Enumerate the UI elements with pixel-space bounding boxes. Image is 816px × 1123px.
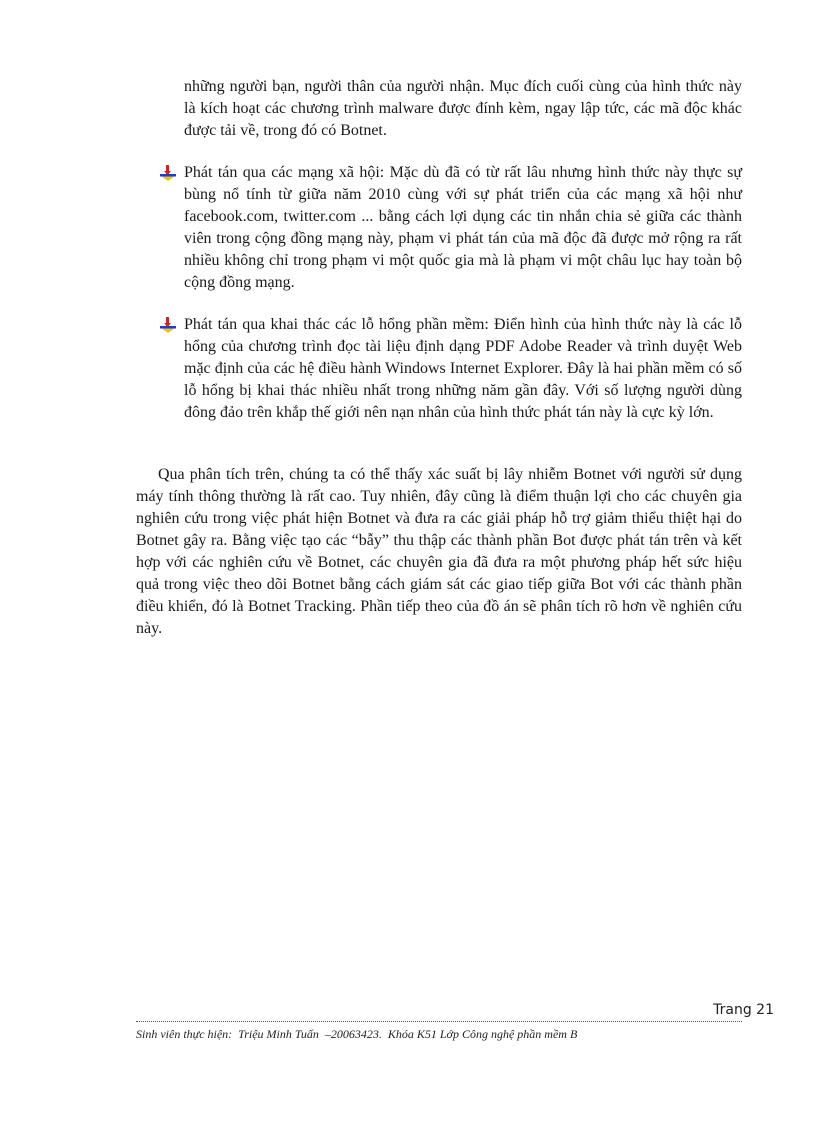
- continuation-paragraph: những người bạn, người thân của người nhận. Mục đích cuối cùng của hình thức này là kích hoạt các chương trình malware được đính kèm, ngay lập tức, các mã độc khác được tải về, trong đó có Botnet.: [184, 78, 742, 139]
- page-number: Trang 21: [713, 1002, 774, 1018]
- arrow-down-bullet-icon: [160, 165, 176, 181]
- bullet-item-software-vulnerabilities: [136, 314, 742, 424]
- summary-paragraph: Qua phân tích trên, chúng ta có thể thấy xác suất bị lây nhiễm Botnet với người sử dụng máy tính thông thường là rất cao. Tuy nhiên, đây cũng là điểm thuận lợi cho các chuyên gia nghiên cứu trong việc phát hiện Botnet và đưa ra các giải pháp hỗ trợ giảm thiểu thiệt hại do Botnet gây ra. Bằng việc tạo các “bẫy” thu thập các thành phần Bot được phát tán trên và kết hợp với các nghiên cứu về Botnet, các chuyên gia đã đưa ra một phương pháp hết sức hiệu quả trong việc theo dõi Botnet bằng cách giám sát các giao tiếp giữa Bot với các thành phần điều khiển, đó là Botnet Tracking. Phần tiếp theo của đồ án sẽ phân tích rõ hơn về nghiên cứu này.: [136, 466, 742, 637]
- bullet-text: Phát tán qua khai thác các lỗ hổng phần mềm: Điển hình của hình thức này là các lỗ hổng của chương trình đọc tài liệu định dạng PDF Adobe Reader và trình duyệt Web mặc định của các hệ điều hành Windows Internet Explorer. Đây là hai phần mềm có số lỗ hổng bị khai thác nhiều nhất trong những năm gần đây. Với số lượng người dùng đông đảo trên khắp thế giới nên nạn nhân của hình thức phát tán này là cực kỳ lớn.: [184, 316, 742, 421]
- arrow-down-bullet-icon: [160, 317, 176, 333]
- page-content: [136, 76, 742, 640]
- footer-student-info: Sinh viên thực hiện: Triệu Minh Tuấn –20063423. Khóa K51 Lớp Công nghệ phần mềm B: [136, 1027, 578, 1041]
- bullet-text: Phát tán qua các mạng xã hội: Mặc dù đã có từ rất lâu nhưng hình thức này thực sự bùng nổ tính từ giữa năm 2010 cùng với sự phát triển của các mạng xã hội như facebook.com, twitter.com ... bằng cách lợi dụng các tin nhắn chia sẻ giữa các thành viên trong cộng đồng mạng này, phạm vi phát tán của mã độc đã được mở rộng ra rất nhiều không chỉ trong phạm vi một quốc gia mà là phạm vi một châu lục hay toàn bộ cộng đồng mạng.: [184, 164, 742, 291]
- bullet-item-social-networks: [136, 162, 742, 294]
- footer-divider: [136, 1021, 742, 1022]
